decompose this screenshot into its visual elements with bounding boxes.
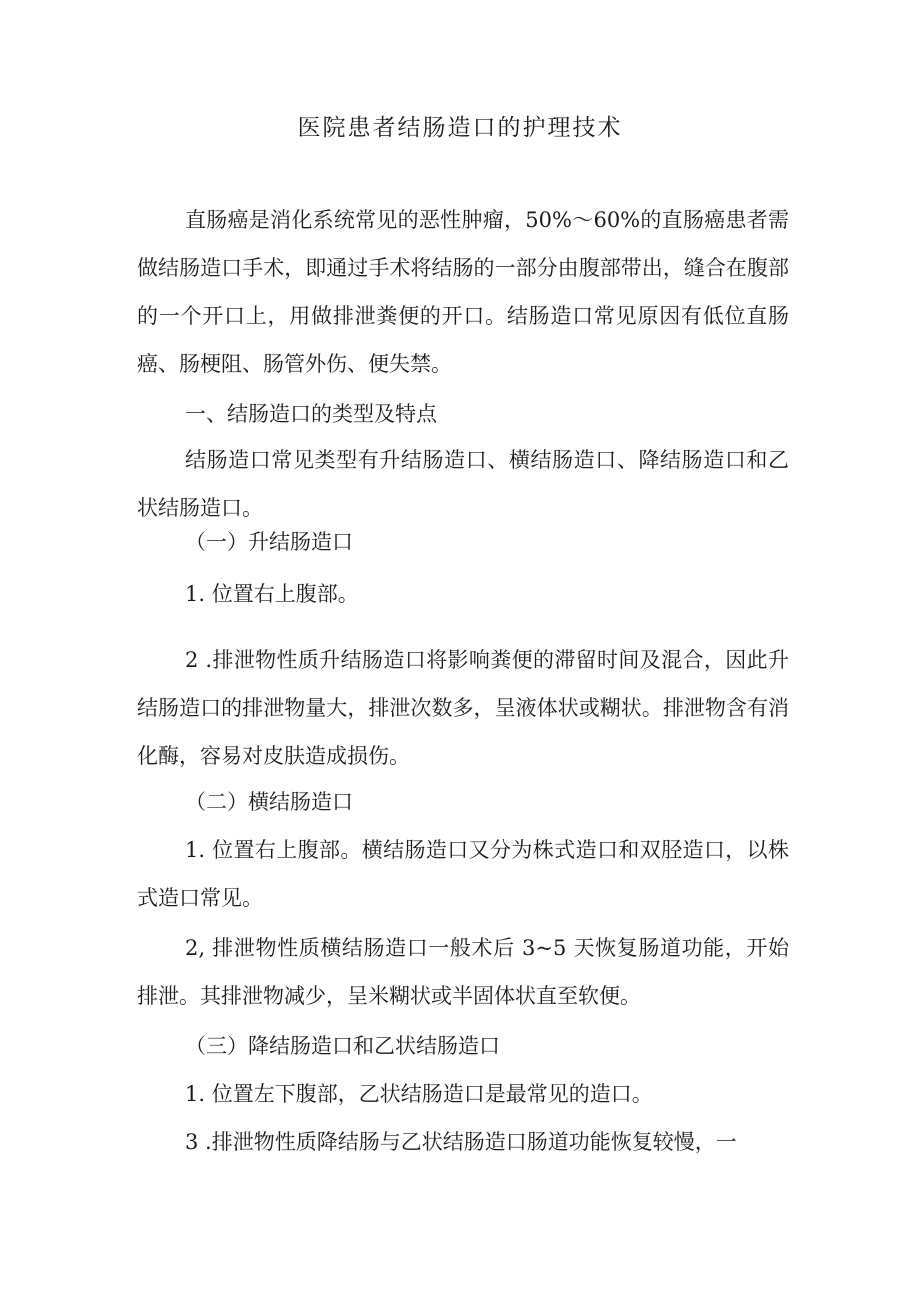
sub2-heading: （二）横结肠造口	[185, 790, 353, 814]
sub3-item1: 1. 位置左下腹部，乙状结肠造口是最常见的造口。	[185, 1082, 653, 1106]
sub3-item2: 3 .排泄物性质降结肠与乙状结肠造口肠道功能恢复较慢，一	[185, 1130, 737, 1154]
section1-heading: 一、结肠造口的类型及特点	[185, 402, 437, 426]
sub1-heading: （一）升结肠造口	[185, 530, 353, 554]
sub1-item1: 1. 位置右上腹部。	[185, 582, 359, 606]
sub3-heading: （三）降结肠造口和乙状结肠造口	[185, 1034, 500, 1058]
sub1-item2-paragraph: 2 .排泄物性质升结肠造口将影响粪便的滞留时间及混合，因此升结肠造口的排泄物量大，排泄次数多，呈液体状或糊状。排泄物含有消化酶，容易对皮肤造成损伤。	[137, 648, 789, 768]
intro-paragraph: 直肠癌是消化系统常见的恶性肿瘤，50%～60%的直肠癌患者需做结肠造口手术，即通过手术将结肠的一部分由腹部带出，缝合在腹部的一个开口上，用做排泄粪便的开口。结肠造口常见原因有低位直肠癌、肠梗阻、肠管外伤、便失禁。	[137, 208, 789, 376]
document-title: 医院患者结肠造口的护理技术	[297, 115, 623, 141]
sub2-item2-paragraph: 2, 排泄物性质横结肠造口一般术后 3~5 天恢复肠道功能，开始排泄。其排泄物减少，呈米糊状或半固体状直至软便。	[137, 936, 789, 1008]
sub2-item1-paragraph: 1. 位置右上腹部。横结肠造口又分为株式造口和双胫造口，以株式造口常见。	[137, 838, 789, 910]
section1-paragraph: 结肠造口常见类型有升结肠造口、横结肠造口、降结肠造口和乙状结肠造口。	[137, 448, 789, 520]
